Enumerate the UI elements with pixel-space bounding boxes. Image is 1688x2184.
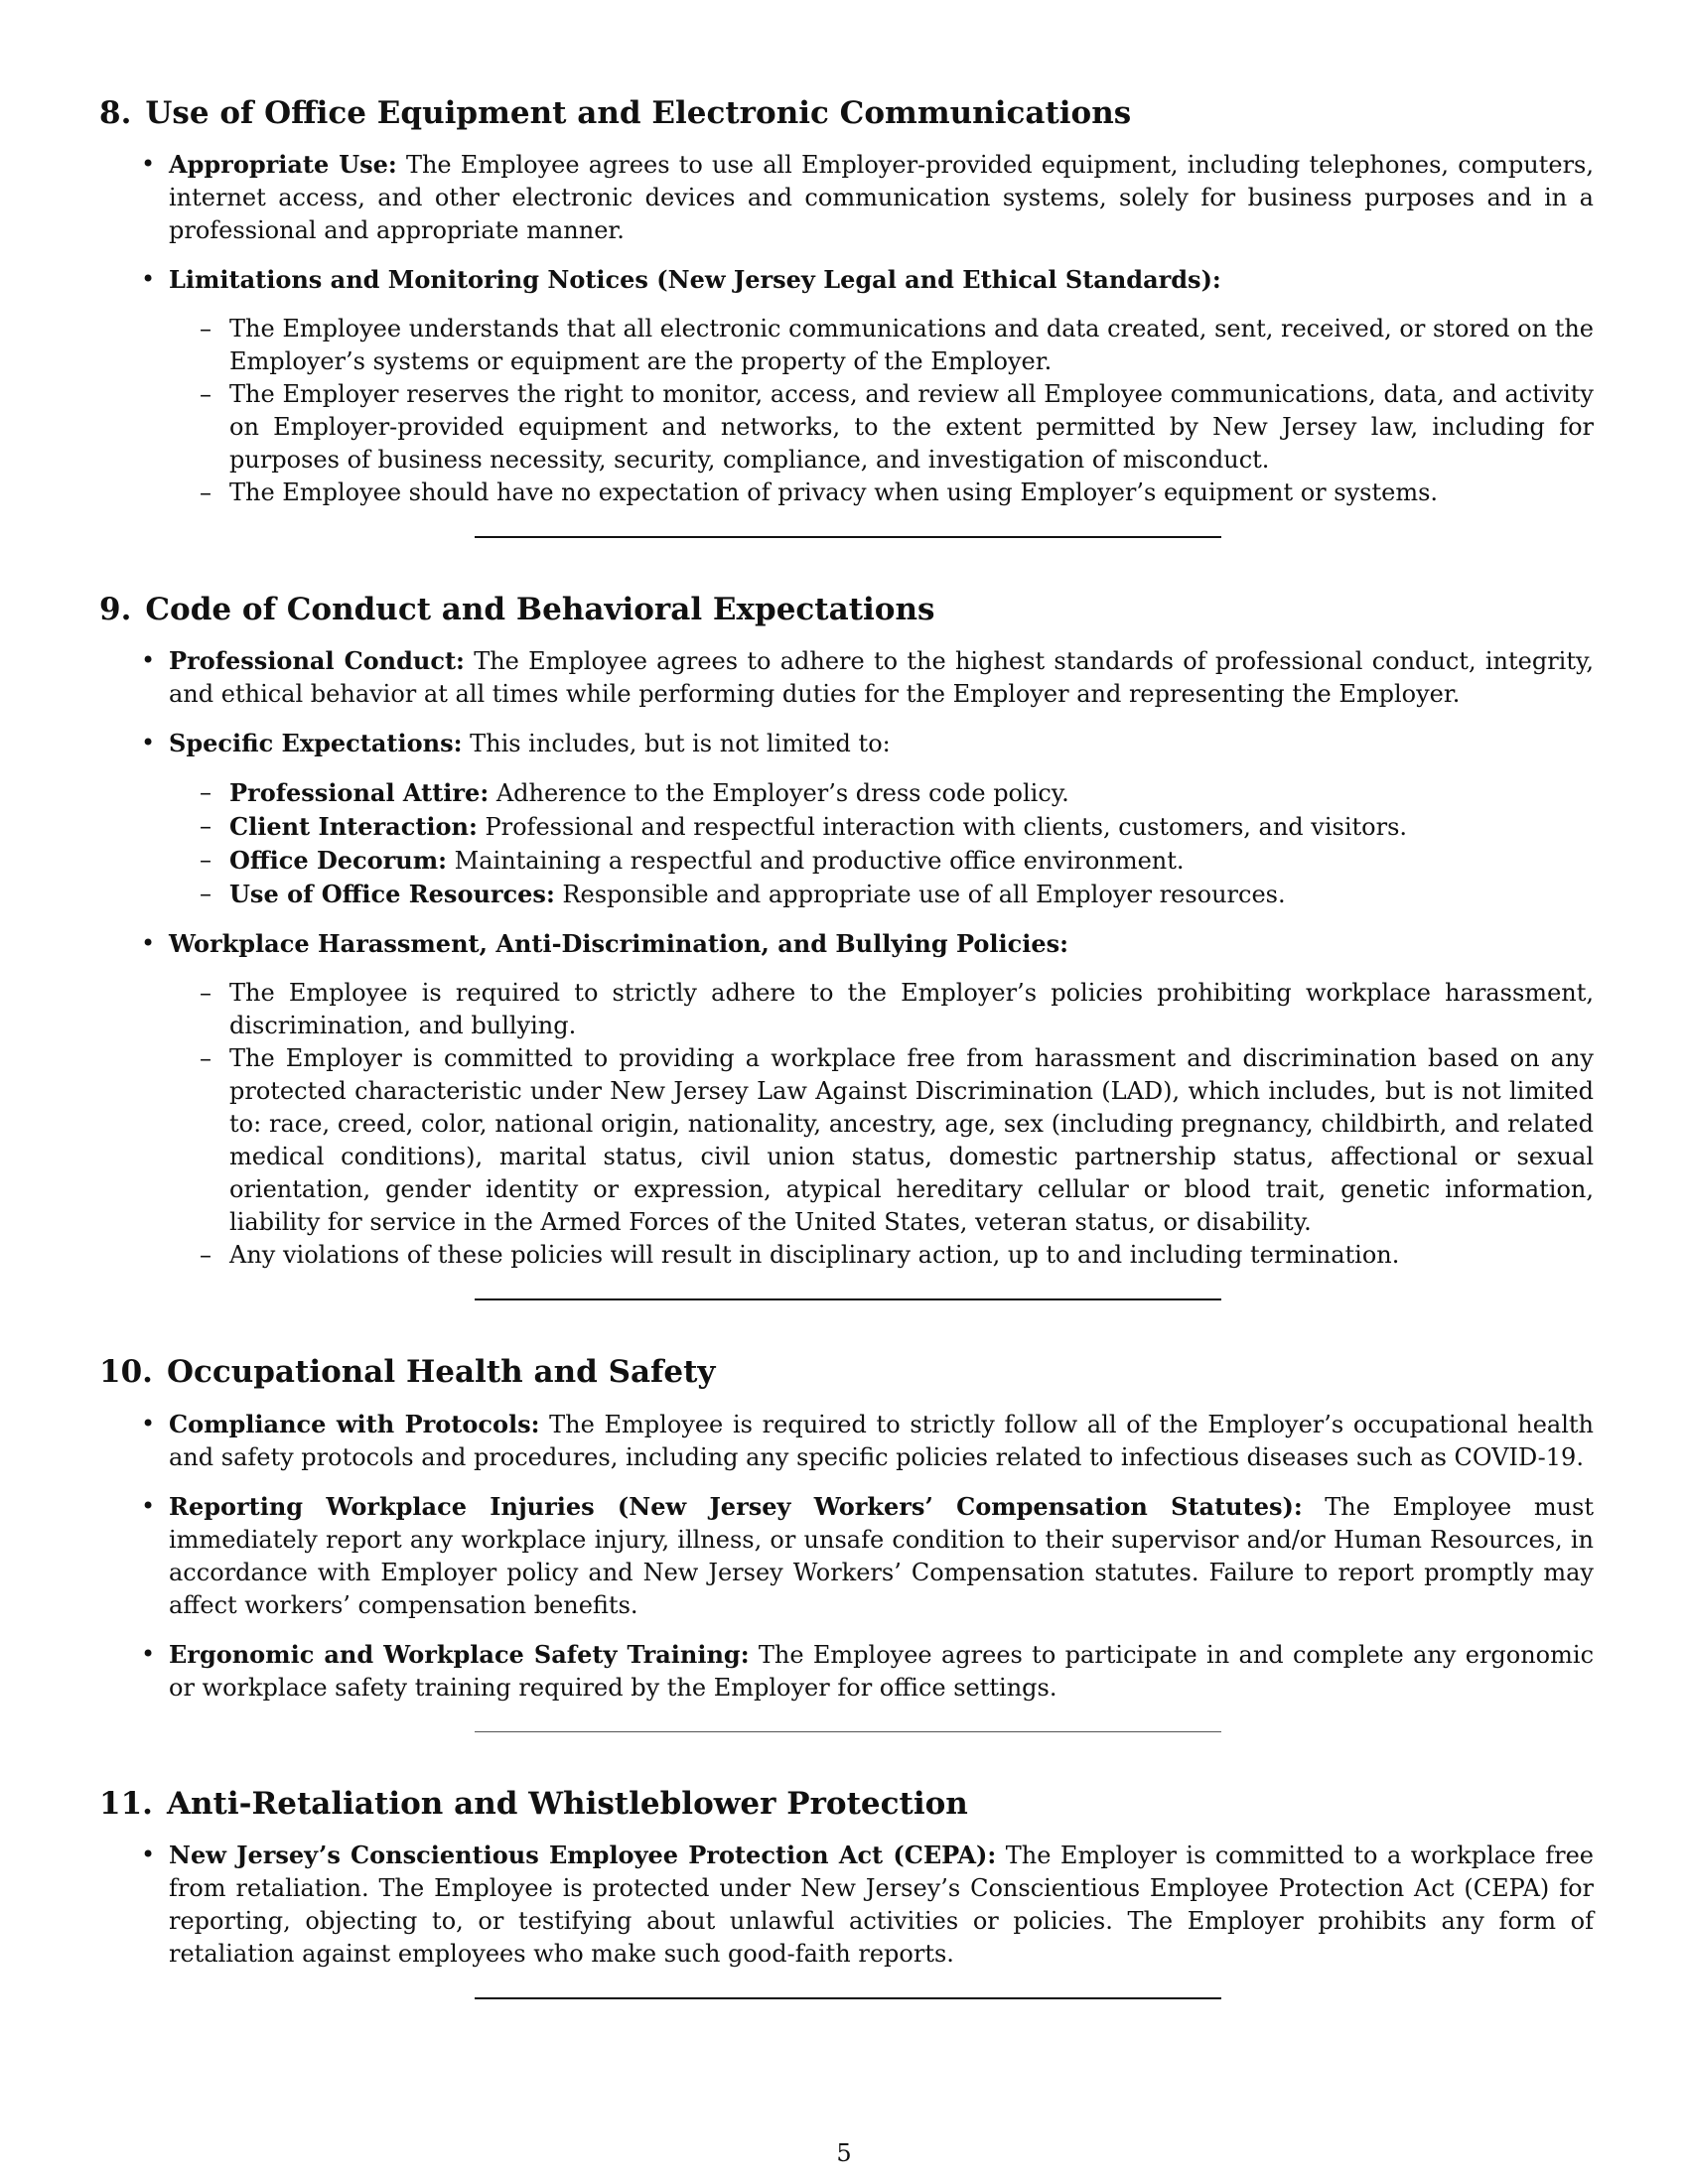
dash-icon: – [200, 880, 211, 908]
bullet-icon: • [141, 265, 156, 294]
bullet-icon: • [141, 150, 156, 179]
bullet-text: The Employer is committed to a workplace free from retaliation. The Employee is protected under New Jersey’s Conscientious Employee Protection Act (CEPA) for reporting, objecting to, or testifying about unlawful activities or policies. The Employer prohibits any form of retaliation against employees who make such good-faith reports. [169, 1841, 1595, 1968]
bullet-lead: Professional Conduct: [169, 646, 465, 676]
bullet-item [141, 1408, 1594, 1474]
section-9 [99, 592, 1594, 1300]
dash-icon: – [200, 380, 211, 409]
sub-list [169, 977, 1594, 1272]
bullet-lead: Compliance with Protocols: [169, 1409, 540, 1438]
dash-icon: – [200, 315, 211, 343]
section-divider [475, 1997, 1221, 1999]
bullet-item [141, 1490, 1595, 1622]
sub-item: – The Employee understands that all electronic communications and data created, sent, received, or stored on the Employer’s systems or equipment are the property of the Employer. [200, 315, 1594, 376]
page-number: 5 [836, 2139, 852, 2167]
bullet-item [141, 1638, 1595, 1705]
dash-icon: – [200, 778, 211, 807]
dash-icon: – [200, 1241, 211, 1270]
document-page [99, 95, 1594, 2053]
section-divider [475, 1731, 1221, 1732]
bullet-lead: Reporting Workplace Injuries (New Jersey Workers’ Compensation Statutes): [169, 1491, 1303, 1521]
bullet-text: The Employee agrees to use all Employer-provided equipment, including telephones, computers, internet access, and other electronic devices and communication systems, solely for business purposes and in a professional and appropriate manner. [169, 151, 1594, 245]
dash-icon: – [200, 812, 211, 841]
bullet-item [141, 148, 1594, 247]
bullet-item [141, 1839, 1595, 1971]
section-heading: 8. Use of Office Equipment and Electronic Communications [99, 95, 1132, 131]
bullet-lead: Specific Expectations: [169, 729, 463, 758]
sub-item: – Office Decorum: Maintaining a respectful and productive office environment. [200, 846, 1185, 876]
sub-list [169, 313, 1594, 509]
bullet-list [99, 644, 1594, 1272]
sub-item: – The Employer is committed to providing a workplace free from harassment and discrimination based on any protected characteristic under New Jersey Law Against Discrimination (LAD), which includes, but is not limited to: race, creed, color, national origin, nationality, ancestry, age, sex (including pregnancy, childbirth, and related medical conditions), marital status, civil union status, domestic partnership status, affectional or sexual orientation, gender identity or expression, atypical hereditary cellular or blood trait, genetic information, liability for service in the Armed Forces of the United States, veteran status, or disability. [200, 1044, 1594, 1237]
dash-icon: – [200, 979, 211, 1008]
bullet-text: The Employee agrees to participate in and complete any ergonomic or workplace safety training required by the Employer for office settings. [169, 1640, 1595, 1702]
section-divider [475, 536, 1221, 538]
bullet-lead: Workplace Harassment, Anti-Discrimination, and Bullying Policies: [169, 929, 1069, 959]
sub-item: – Professional Attire: Adherence to the Employer’s dress code policy. [200, 778, 1069, 808]
bullet-icon: • [141, 1409, 156, 1437]
sub-item: – Client Interaction: Professional and respectful interaction with clients, customers, and visitors. [200, 812, 1408, 842]
section-11 [99, 1786, 1594, 1999]
bullet-icon: • [141, 1639, 156, 1668]
bullet-icon: • [141, 929, 156, 958]
sub-item: – The Employee should have no expectation of privacy when using Employer’s equipment or systems. [229, 477, 1594, 509]
bullet-item [141, 927, 1594, 1272]
bullet-icon: • [141, 729, 156, 757]
bullet-item [141, 263, 1594, 509]
bullet-list [99, 1839, 1594, 1971]
sub-item: – The Employer reserves the right to monitor, access, and review all Employee communications, data, and activity on Employer-provided equipment and networks, to the extent permitted by New Jersey law, including for purposes of business necessity, security, compliance, and investigation of misconduct. [200, 380, 1594, 475]
bullet-text: The Employee agrees to adhere to the highest standards of professional conduct, integrity, and ethical behavior at all times while performing duties for the Employer and representing the Employer. [169, 647, 1594, 709]
sub-item: – Any violations of these policies will result in disciplinary action, up to and including termination. [229, 1239, 1594, 1272]
bullet-icon: • [141, 1491, 156, 1520]
dash-icon: – [200, 846, 211, 875]
section-8 [99, 95, 1594, 538]
section-heading: 11. Anti-Retaliation and Whistleblower Protection [99, 1785, 968, 1822]
section-10 [99, 1354, 1594, 1731]
section-divider [475, 1298, 1221, 1300]
sub-item: – The Employee is required to strictly adhere to the Employer’s policies prohibiting workplace harassment, discrimination, and bullying. [200, 979, 1594, 1040]
bullet-text: The Employee must immediately report any workplace injury, illness, or unsafe condition to their supervisor and/or Human Resources, in accordance with Employer policy and New Jersey Workers’ Compensation statutes. Failure to report promptly may affect workers’ compensation benefits. [169, 1492, 1595, 1619]
sub-item: – Use of Office Resources: Responsible and appropriate use of all Employer resources. [200, 880, 1286, 909]
section-heading: 9. Code of Conduct and Behavioral Expectations [99, 592, 935, 628]
dash-icon: – [200, 478, 211, 507]
dash-icon: – [200, 1044, 211, 1073]
bullet-text: This includes, but is not limited to: [462, 730, 891, 758]
bullet-lead: Limitations and Monitoring Notices (New Jersey Legal and Ethical Standards): [169, 265, 1221, 295]
bullet-item [141, 644, 1594, 711]
sub-list [169, 776, 1594, 911]
bullet-icon: • [141, 1840, 156, 1868]
bullet-item [141, 727, 1594, 911]
bullet-list [99, 148, 1594, 509]
bullet-list [99, 1408, 1594, 1705]
bullet-text: The Employee is required to strictly follow all of the Employer’s occupational health and safety protocols and procedures, including any specific policies related to infectious diseases such as COVID-19. [169, 1410, 1594, 1471]
bullet-lead: New Jersey’s Conscientious Employee Protection Act (CEPA): [169, 1840, 997, 1869]
bullet-lead: Appropriate Use: [169, 150, 397, 180]
section-heading: 10. Occupational Health and Safety [99, 1354, 716, 1391]
bullet-lead: Ergonomic and Workplace Safety Training: [169, 1639, 750, 1669]
bullet-icon: • [141, 646, 156, 675]
